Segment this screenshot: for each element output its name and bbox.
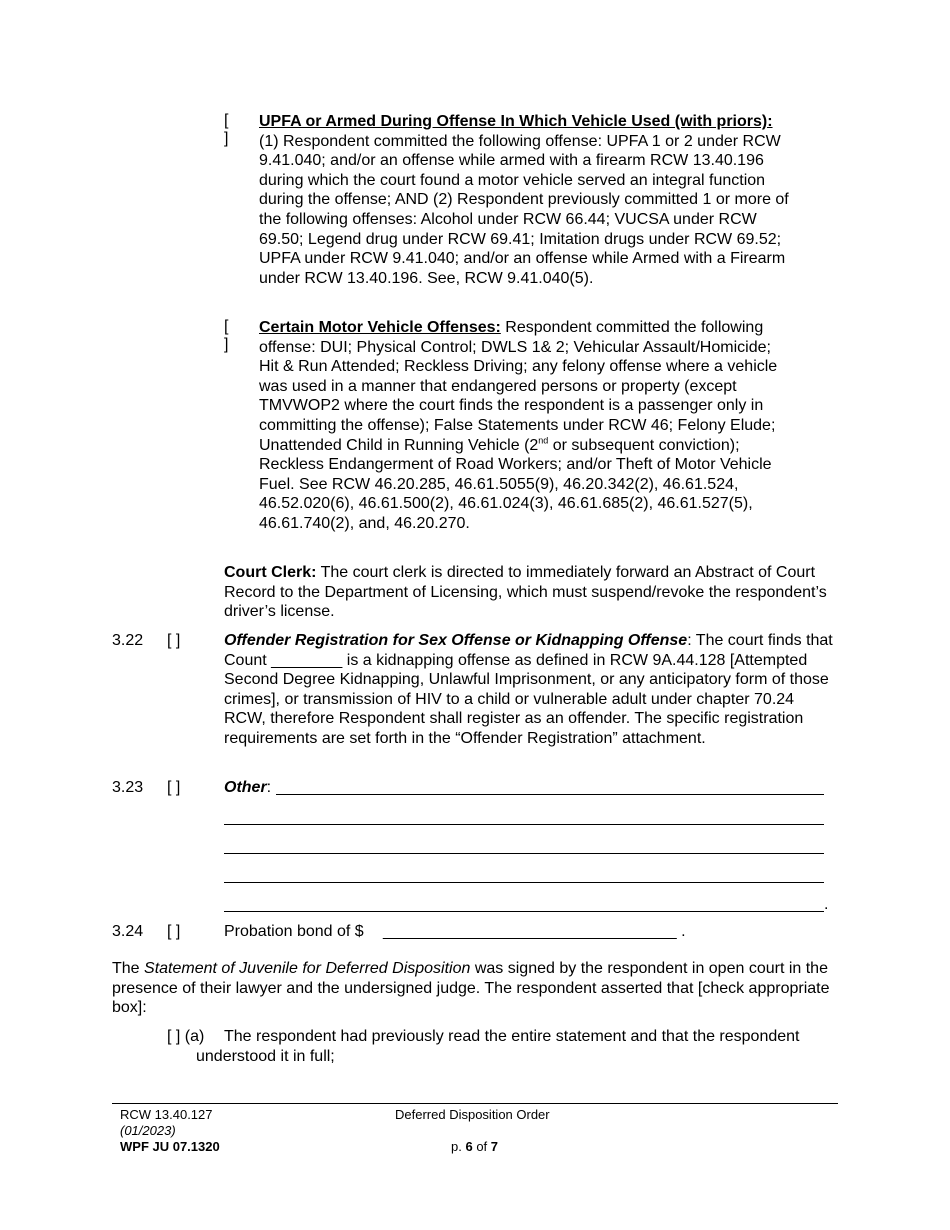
- motor-vehicle-checkbox[interactable]: [ ]: [224, 318, 229, 353]
- section-3-24-number: 3.24: [112, 923, 144, 940]
- footer-title: Deferred Disposition Order: [395, 1107, 550, 1122]
- upfa-heading: UPFA or Armed During Offense In Which Vehicle Used (with priors):: [259, 113, 773, 130]
- upfa-body: (1) Respondent committed the following offense: UPFA 1 or 2 under RCW 9.41.040; and/or an offense while armed with a firearm RCW 13.40.196 during which the court found a motor vehicle served an integral function during the offense; AND (2) Respondent previously committed 1 or more of the following offenses: Alcohol under RCW 66.44; VUCSA under RCW 69.50; Legend drug under RCW 69.41; Imitation drugs under RCW 69.52; UPFA under RCW 9.41.040; and/or an offense while Armed with a Firearm under RCW 13.40.196. See, RCW 9.41.040(5).: [259, 132, 789, 287]
- motor-vehicle-heading: Certain Motor Vehicle Offenses:: [259, 319, 501, 336]
- court-clerk-paragraph: [224, 563, 838, 622]
- page-total: 7: [490, 1139, 499, 1154]
- other-end-period: .: [824, 896, 829, 913]
- page-number: 6: [465, 1139, 473, 1154]
- section-3-22-body: : The court finds that Count ________ is a kidnapping offense as defined in RCW 9A.44.128 [Attempted Second Degree Kidnapping, Unlawful Imprisonment, or any anticipatory form of those crimes], or transmission of HIV to a child or vulnerable adult under chapter 70.24 RCW, therefore Respondent shall register as an offender. The specific registration requirements are set forth in the “Offender Registration” attachment.: [224, 632, 833, 747]
- motor-vehicle-text: [259, 318, 789, 534]
- footer-rule: [112, 1103, 838, 1104]
- option-a-checkbox[interactable]: [ ] (a): [167, 1028, 205, 1045]
- section-3-24-checkbox[interactable]: [ ]: [167, 923, 181, 940]
- section-3-23-label: Other:: [224, 779, 272, 796]
- footer-rcw: RCW 13.40.127: [120, 1107, 213, 1122]
- motor-vehicle-body-b: or subsequent conviction); Reckless Endangerment of Road Workers; and/or Theft of Motor Vehicle Fuel. See RCW 46.20.285, 46.61.5055(9), 46.20.342(2), 46.61.524, 46.52.020(6), 46.61.500(2), 46.61.024(3), 46.61.685(2), 46.61.527(5), 46.61.740(2), and, 46.20.270.: [259, 436, 772, 532]
- section-3-22-text: [224, 631, 838, 749]
- option-a-line-2: understood it in full;: [196, 1048, 335, 1065]
- other-line-4[interactable]: [224, 882, 824, 883]
- probation-bond-label: Probation bond of $: [224, 923, 364, 940]
- probation-bond-blank[interactable]: _________________________________ .: [383, 923, 686, 940]
- section-3-23-checkbox[interactable]: [ ]: [167, 779, 181, 796]
- court-clerk-label: Court Clerk:: [224, 564, 317, 581]
- other-line-3[interactable]: [224, 853, 824, 854]
- upfa-text: [259, 112, 789, 288]
- section-3-22-title: Offender Registration for Sex Offense or Kidnapping Offense: [224, 632, 688, 649]
- option-a-line-1: The respondent had previously read the entire statement and that the respondent: [224, 1028, 800, 1045]
- court-clerk-text: The court clerk is directed to immediately forward an Abstract of Court Record to the Department of Licensing, which must suspend/revoke the respondent’s driver’s license.: [224, 564, 827, 621]
- footer-page: p. 6 of 7: [451, 1139, 499, 1154]
- section-3-23-number: 3.23: [112, 779, 144, 796]
- statement-paragraph: The Statement of Juvenile for Deferred Disposition was signed by the respondent in open court in the presence of their lawyer and the undersigned judge. The respondent asserted that [check appropriate box]:: [112, 960, 830, 1017]
- section-3-22-number: 3.22: [112, 632, 144, 649]
- other-line-5[interactable]: [224, 911, 824, 912]
- other-line-2[interactable]: [224, 824, 824, 825]
- footer-form-number: WPF JU 07.1320: [120, 1139, 220, 1154]
- upfa-checkbox[interactable]: [ ]: [224, 112, 229, 147]
- motor-vehicle-body-a: Respondent committed the following offense: DUI; Physical Control; DWLS 1& 2; Vehicular Assault/Homicide; Hit & Run Attended; Reckless Driving; any felony offense where a vehicle was used in a manner that endangered persons or property (except TMVWOP2 where the court finds the respondent is a passenger only in committing the offense); False Statements under RCW 46; Felony Elude; Unattended Child in Running Vehicle (2: [259, 319, 778, 454]
- footer-date: (01/2023): [120, 1123, 176, 1138]
- ordinal-suffix: nd: [538, 435, 549, 446]
- other-line-1[interactable]: [276, 794, 824, 795]
- statement-title: Statement of Juvenile for Deferred Disposition: [144, 960, 471, 977]
- section-3-22-checkbox[interactable]: [ ]: [167, 632, 181, 649]
- other-title: Other: [224, 779, 267, 796]
